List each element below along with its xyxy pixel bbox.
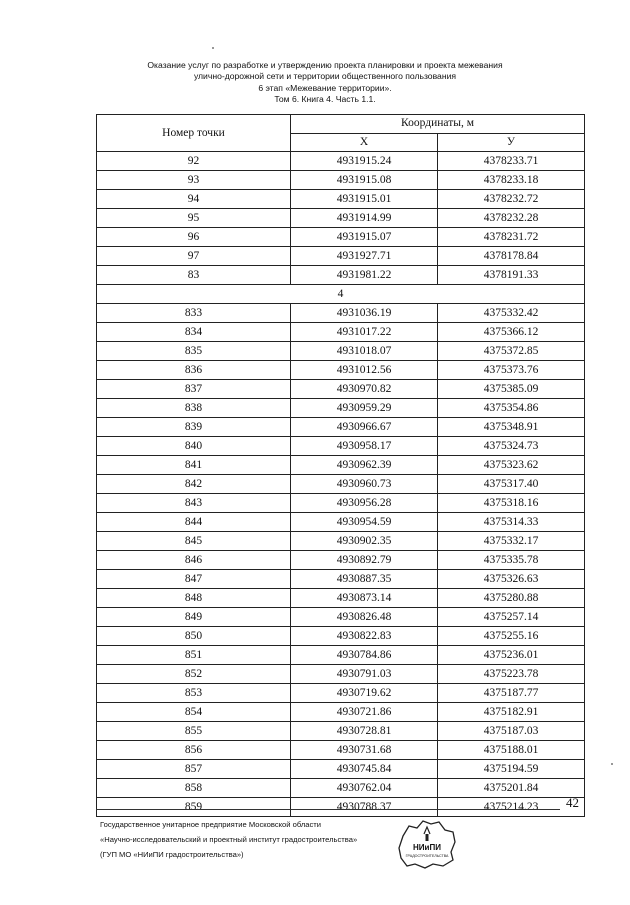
- y-coordinate-cell: 4375323.62: [438, 456, 585, 475]
- y-coordinate-cell: 4375324.73: [438, 437, 585, 456]
- x-coordinate-cell: 4931981.22: [291, 266, 438, 285]
- y-coordinate-cell: 4378178.84: [438, 247, 585, 266]
- point-number-cell: 92: [97, 152, 291, 171]
- document-footer: [100, 817, 357, 862]
- table-row: [97, 741, 585, 760]
- table-row: [97, 665, 585, 684]
- footer-divider: [96, 809, 560, 810]
- point-number-cell: 842: [97, 475, 291, 494]
- table-row: [97, 380, 585, 399]
- point-number-cell: 846: [97, 551, 291, 570]
- y-coordinate-cell: 4375332.42: [438, 304, 585, 323]
- y-coordinate-cell: 4375318.16: [438, 494, 585, 513]
- x-coordinate-cell: 4931915.01: [291, 190, 438, 209]
- table-row: [97, 646, 585, 665]
- logo-text: НИиПИ: [413, 843, 441, 852]
- table-row: [97, 513, 585, 532]
- x-coordinate-cell: 4930728.81: [291, 722, 438, 741]
- table-row: [97, 342, 585, 361]
- footer-line-2: «Научно-исследовательский и проектный институт градостроительства»: [100, 835, 358, 844]
- y-coordinate-cell: 4375314.33: [438, 513, 585, 532]
- point-number-cell: 97: [97, 247, 291, 266]
- x-coordinate-cell: 4930745.84: [291, 760, 438, 779]
- point-number-cell: 858: [97, 779, 291, 798]
- table-row: [97, 437, 585, 456]
- point-number-cell: 83: [97, 266, 291, 285]
- point-number-cell: 855: [97, 722, 291, 741]
- x-coordinate-cell: 4931927.71: [291, 247, 438, 266]
- x-coordinate-cell: 4930719.62: [291, 684, 438, 703]
- header-line: 6 этап «Межевание территории».: [258, 82, 392, 93]
- y-coordinate-cell: 4375372.85: [438, 342, 585, 361]
- x-coordinate-cell: 4930970.82: [291, 380, 438, 399]
- section-row: [97, 285, 585, 304]
- point-number-cell: 837: [97, 380, 291, 399]
- point-number-cell: 95: [97, 209, 291, 228]
- x-coordinate-cell: 4930731.68: [291, 741, 438, 760]
- table-row: [97, 684, 585, 703]
- x-coordinate-cell: 4930956.28: [291, 494, 438, 513]
- table-row: [97, 760, 585, 779]
- header-line: Том 6. Книга 4. Часть 1.1.: [274, 94, 376, 105]
- x-coordinate-cell: 4930873.14: [291, 589, 438, 608]
- y-coordinate-cell: 4375187.03: [438, 722, 585, 741]
- point-number-cell: 843: [97, 494, 291, 513]
- point-number-cell: 93: [97, 171, 291, 190]
- page-number: 42: [566, 795, 579, 810]
- x-coordinate-cell: 4931012.56: [291, 361, 438, 380]
- y-coordinate-cell: 4375187.77: [438, 684, 585, 703]
- point-number-cell: 833: [97, 304, 291, 323]
- y-coordinate-cell: 4375385.09: [438, 380, 585, 399]
- y-coordinate-cell: 4378232.72: [438, 190, 585, 209]
- point-number-cell: 839: [97, 418, 291, 437]
- x-coordinate-cell: 4931017.22: [291, 323, 438, 342]
- table-row: [97, 209, 585, 228]
- point-number-header: Номер точки: [97, 115, 291, 152]
- document-header: [120, 60, 530, 106]
- point-number-cell: 834: [97, 323, 291, 342]
- x-coordinate-cell: 4931915.07: [291, 228, 438, 247]
- table-row: [97, 475, 585, 494]
- table-group-2: [97, 304, 585, 817]
- y-coordinate-cell: 4375332.17: [438, 532, 585, 551]
- y-column-header: У: [438, 133, 585, 152]
- y-coordinate-cell: 4375194.59: [438, 760, 585, 779]
- table-row: [97, 627, 585, 646]
- y-coordinate-cell: 4375366.12: [438, 323, 585, 342]
- point-number-cell: 841: [97, 456, 291, 475]
- footer-line-1: Государственное унитарное предприятие Московской области: [100, 820, 322, 829]
- y-coordinate-cell: 4375214.23: [438, 798, 585, 817]
- point-number-cell: 94: [97, 190, 291, 209]
- point-number-cell: 840: [97, 437, 291, 456]
- x-coordinate-cell: 4930962.39: [291, 456, 438, 475]
- y-coordinate-cell: 4375182.91: [438, 703, 585, 722]
- point-number-cell: 859: [97, 798, 291, 817]
- y-coordinate-cell: 4378191.33: [438, 266, 585, 285]
- x-coordinate-cell: 4930960.73: [291, 475, 438, 494]
- y-coordinate-cell: 4378233.71: [438, 152, 585, 171]
- y-coordinate-cell: 4375255.16: [438, 627, 585, 646]
- table-row: [97, 589, 585, 608]
- point-number-cell: 845: [97, 532, 291, 551]
- x-coordinate-cell: 4931018.07: [291, 342, 438, 361]
- point-number-cell: 852: [97, 665, 291, 684]
- point-number-cell: 848: [97, 589, 291, 608]
- logo-subtext: ГРАДОСТРОИТЕЛЬСТВА: [405, 854, 449, 858]
- x-column-header: X: [291, 133, 438, 152]
- x-coordinate-cell: 4930784.86: [291, 646, 438, 665]
- y-coordinate-cell: 4378231.72: [438, 228, 585, 247]
- table-row: [97, 608, 585, 627]
- point-number-cell: 835: [97, 342, 291, 361]
- table-row: [97, 456, 585, 475]
- y-coordinate-cell: 4375326.63: [438, 570, 585, 589]
- niipi-logo-icon: [395, 818, 459, 870]
- x-coordinate-cell: 4931915.08: [291, 171, 438, 190]
- x-coordinate-cell: 4931914.99: [291, 209, 438, 228]
- point-number-cell: 847: [97, 570, 291, 589]
- x-coordinate-cell: 4930791.03: [291, 665, 438, 684]
- y-coordinate-cell: 4375348.91: [438, 418, 585, 437]
- point-number-cell: 838: [97, 399, 291, 418]
- table-row: [97, 228, 585, 247]
- footer-line-3: (ГУП МО «НИиПИ градостроительства»): [100, 850, 244, 859]
- y-coordinate-cell: 4375335.78: [438, 551, 585, 570]
- y-coordinate-cell: 4375236.01: [438, 646, 585, 665]
- y-coordinate-cell: 4375317.40: [438, 475, 585, 494]
- table-row: [97, 798, 585, 817]
- table-row: [97, 703, 585, 722]
- table-group-1: [97, 152, 585, 285]
- x-coordinate-cell: 4930966.67: [291, 418, 438, 437]
- x-coordinate-cell: 4930721.86: [291, 703, 438, 722]
- table-row: [97, 418, 585, 437]
- point-number-cell: 844: [97, 513, 291, 532]
- table-row: [97, 551, 585, 570]
- coordinates-header: Координаты, м: [291, 115, 585, 134]
- table-row: [97, 323, 585, 342]
- x-coordinate-cell: 4930762.04: [291, 779, 438, 798]
- x-coordinate-cell: 4930822.83: [291, 627, 438, 646]
- table-row: [97, 722, 585, 741]
- header-line: улично-дорожной сети и территории общественного пользования: [193, 71, 457, 82]
- table-row: [97, 171, 585, 190]
- x-coordinate-cell: 4931915.24: [291, 152, 438, 171]
- y-coordinate-cell: 4375280.88: [438, 589, 585, 608]
- table-row: [97, 266, 585, 285]
- y-coordinate-cell: 4375257.14: [438, 608, 585, 627]
- section-label: 4: [97, 285, 585, 304]
- point-number-cell: 856: [97, 741, 291, 760]
- x-coordinate-cell: 4930788.37: [291, 798, 438, 817]
- x-coordinate-cell: 4930902.35: [291, 532, 438, 551]
- point-number-cell: 854: [97, 703, 291, 722]
- table-row: [97, 247, 585, 266]
- table-row: [97, 361, 585, 380]
- x-coordinate-cell: 4930887.35: [291, 570, 438, 589]
- point-number-cell: 849: [97, 608, 291, 627]
- y-coordinate-cell: 4375188.01: [438, 741, 585, 760]
- x-coordinate-cell: 4930959.29: [291, 399, 438, 418]
- point-number-cell: 836: [97, 361, 291, 380]
- table-row: [97, 399, 585, 418]
- point-number-cell: 850: [97, 627, 291, 646]
- scan-speck: [212, 47, 214, 49]
- table-row: [97, 570, 585, 589]
- y-coordinate-cell: 4375354.86: [438, 399, 585, 418]
- table-section: [97, 285, 585, 304]
- scan-speck: [611, 763, 613, 765]
- y-coordinate-cell: 4378233.18: [438, 171, 585, 190]
- table-row: [97, 532, 585, 551]
- y-coordinate-cell: 4375201.84: [438, 779, 585, 798]
- x-coordinate-cell: 4931036.19: [291, 304, 438, 323]
- point-number-cell: 857: [97, 760, 291, 779]
- point-number-cell: 853: [97, 684, 291, 703]
- table-row: [97, 494, 585, 513]
- header-line: Оказание услуг по разработке и утверждению проекта планировки и проекта межевания: [147, 60, 503, 70]
- x-coordinate-cell: 4930826.48: [291, 608, 438, 627]
- table-row: [97, 190, 585, 209]
- y-coordinate-cell: 4375373.76: [438, 361, 585, 380]
- x-coordinate-cell: 4930958.17: [291, 437, 438, 456]
- x-coordinate-cell: 4930954.59: [291, 513, 438, 532]
- table-row: [97, 152, 585, 171]
- point-number-cell: 96: [97, 228, 291, 247]
- x-coordinate-cell: 4930892.79: [291, 551, 438, 570]
- table-row: [97, 304, 585, 323]
- table-row: [97, 779, 585, 798]
- coordinates-table: [96, 114, 585, 817]
- point-number-cell: 851: [97, 646, 291, 665]
- y-coordinate-cell: 4378232.28: [438, 209, 585, 228]
- y-coordinate-cell: 4375223.78: [438, 665, 585, 684]
